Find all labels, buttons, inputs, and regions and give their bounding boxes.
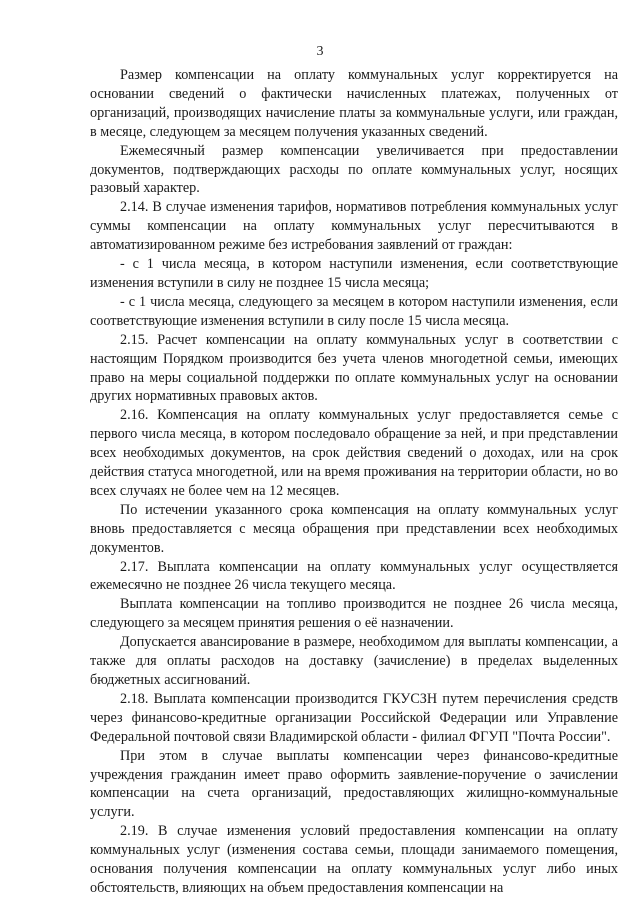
paragraph-2-17-advance: Допускается авансирование в размере, необходимом для выплаты компенсации, а также для оплаты расходов на доставку (зачисление) в пределах выделенных бюджетных ассигнований. <box>90 634 618 688</box>
paragraph-2-18-order: При этом в случае выплаты компенсации через финансово-кредитные учреждения гражданин имеет право оформить заявление-поручение о зачислении компенсации на счета организаций, предоставляющих жилищно-коммунальные услуги. <box>90 747 618 821</box>
paragraph-monthly-increase: Ежемесячный размер компенсации увеличивается при предоставлении документов, подтверждающих расходы по оплате коммунальных услуг, носящих разовый характер. <box>90 142 618 197</box>
paragraph-2-19: 2.19. В случае изменения условий предоставления компенсации на оплату коммунальных услуг (изменения состава семьи, площади занимаемого помещения, основания получения компенсации на оплату коммунальных услуг либо иных обстоятельств, влияющих на объем предоставления компенсации на <box>90 823 618 896</box>
paragraph-2-17: 2.17. Выплата компенсации на оплату коммунальных услуг осуществляется ежемесячно не позднее 26 числа текущего месяца. <box>90 558 618 594</box>
paragraph-2-15: 2.15. Расчет компенсации на оплату коммунальных услуг в соответствии с настоящим Порядком производится без учета членов многодетной семьи, имеющих право на меры социальной поддержки по оплате коммунальных услуг на основании других нормативных правовых актов. <box>90 331 618 405</box>
paragraph-2-16: 2.16. Компенсация на оплату коммунальных услуг предоставляется семье с первого числа месяца, в котором последовало обращение за ней, и при представлении всех необходимых документов, на срок действия сведений о доходах, или на срок действия статуса многодетной, или на время проживания на территории области, но во всех случаях не более чем на 12 месяцев. <box>90 407 618 499</box>
paragraph-2-14-item-1: - с 1 числа месяца, в котором наступили изменения, если соответствующие изменения вступили в силу не позднее 15 числа месяца; <box>90 256 618 291</box>
page-number: 3 <box>316 44 324 59</box>
paragraph-compensation-adjustment: Размер компенсации на оплату коммунальных услуг корректируется на основании сведений о фактически начисленных платежах, полученных от организаций, производящих начисление платы за коммунальные услуги, или граждан, в месяце, следующем за месяцем получения указанных сведений. <box>90 67 618 140</box>
paragraph-2-14: 2.14. В случае изменения тарифов, нормативов потребления коммунальных услуг суммы компенсации на оплату коммунальных услуг пересчитываются в автоматизированном режиме без истребования заявлений от граждан: <box>90 199 618 254</box>
document-body <box>90 66 618 898</box>
paragraph-2-14-item-2: - с 1 числа месяца, следующего за месяцем в котором наступили изменения, если соответствующие изменения вступили в силу после 15 числа месяца. <box>90 293 618 329</box>
paragraph-2-18: 2.18. Выплата компенсации производится ГКУСЗН путем перечисления средств через финансово-кредитные организации Российской Федерации или Управление Федеральной почтовой связи Владимирской области - филиал ФГУП "Почта России". <box>90 690 618 745</box>
paragraph-2-16-renewal: По истечении указанного срока компенсация на оплату коммунальных услуг вновь предоставляется с месяца обращения при представлении всех необходимых документов. <box>90 501 618 556</box>
paragraph-2-17-fuel: Выплата компенсации на топливо производится не позднее 26 числа месяца, следующего за месяцем принятия решения о её назначении. <box>90 596 618 632</box>
